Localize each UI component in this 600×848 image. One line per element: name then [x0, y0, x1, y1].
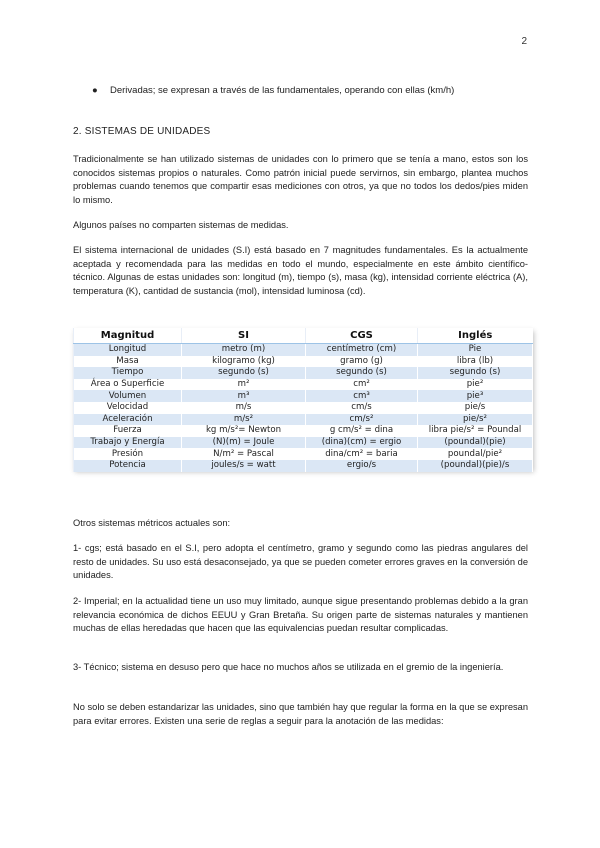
table-header-row — [74, 328, 533, 344]
table-row — [74, 460, 533, 472]
table-cell: libra (lb) — [418, 356, 533, 368]
table-cell: kilogramo (kg) — [182, 356, 306, 368]
table-cell: Potencia — [74, 460, 182, 472]
table-cell: (N)(m) = Joule — [182, 437, 306, 449]
bullet-symbol: ● — [92, 85, 98, 96]
table-cell: metro (m) — [182, 344, 306, 356]
table-cell: cm² — [306, 379, 418, 391]
table-cell: m/s — [182, 402, 306, 414]
paragraph-technical: 3- Técnico; sistema en desuso pero que hace no muchos años se utilizada en el gremio de la ingeniería. — [73, 662, 504, 672]
table-cell: (poundal)(pie) — [418, 437, 533, 449]
paragraph-countries: Algunos países no comparten sistemas de medidas. — [73, 220, 289, 230]
table-cell: N/m² = Pascal — [182, 448, 306, 460]
table-cell: (dina)(cm) = ergio — [306, 437, 418, 449]
table-cell: Velocidad — [74, 402, 182, 414]
table-cell: pie³ — [418, 390, 533, 402]
table-cell: pie/s — [418, 402, 533, 414]
table-row — [74, 379, 533, 391]
table-row — [74, 448, 533, 460]
table-cell: cm³ — [306, 390, 418, 402]
table-cell: joules/s = watt — [182, 460, 306, 472]
table-cell: segundo (s) — [418, 367, 533, 379]
units-table-container — [73, 328, 532, 469]
table-cell: gramo (g) — [306, 356, 418, 368]
table-cell: (poundal)(pie)/s — [418, 460, 533, 472]
table-cell: Trabajo y Energía — [74, 437, 182, 449]
units-table — [73, 328, 533, 472]
table-cell: Masa — [74, 356, 182, 368]
paragraph-rules: No solo se deben estandarizar las unidades, sino que también hay que regular la forma en la que se expresan para evitar errores. Existen una serie de reglas a seguir para la anotación de las medidas: — [73, 702, 528, 726]
table-cell: m/s² — [182, 414, 306, 426]
table-row — [74, 356, 533, 368]
paragraph-imperial: 2- Imperial; en la actualidad tiene un uso muy limitado, aunque sigue presentando problemas debido a la gran relevancia económica de dichos EEUU y Gran Bretaña. Su origen parte de sistemas naturales y mantienen muchas de ellas heredadas que hacen que las equivalencias puedan resultar complicadas. — [73, 596, 528, 634]
table-cell: segundo (s) — [182, 367, 306, 379]
header-si: SI — [182, 328, 306, 344]
header-magnitud: Magnitud — [74, 328, 182, 344]
table-cell: dina/cm² = baria — [306, 448, 418, 460]
table-row — [74, 402, 533, 414]
table-cell: libra pie/s² = Poundal — [418, 425, 533, 437]
table-cell: Tiempo — [74, 367, 182, 379]
table-row — [74, 425, 533, 437]
table-cell: kg m/s²= Newton — [182, 425, 306, 437]
table-cell: ergio/s — [306, 460, 418, 472]
table-cell: Presión — [74, 448, 182, 460]
paragraph-cgs: 1- cgs; está basado en el S.I, pero adopta el centímetro, gramo y segundo como las piedras angulares del resto de unidades. Su uso está desaconsejado, ya que se pueden cometer errores graves en la conversión de unidades. — [73, 543, 528, 581]
table-cell: m² — [182, 379, 306, 391]
paragraph-si-system: El sistema internacional de unidades (S.I) está basado en 7 magnitudes fundamentales. Es la actualmente aceptada y recomendada para las medidas en todo el mundo, especialmente en este ámbito científico-técnico. Algunas de estas unidades son: longitud (m), tiempo (s), masa (kg), intensidad corriente eléctrica (A), temperatura (K), cantidad de sustancia (mol), intensidad luminosa (cd). — [73, 245, 528, 296]
header-ingles: Inglés — [418, 328, 533, 344]
table-cell: poundal/pie² — [418, 448, 533, 460]
table-cell: pie² — [418, 379, 533, 391]
table-row — [74, 367, 533, 379]
table-cell: cm/s² — [306, 414, 418, 426]
table-cell: cm/s — [306, 402, 418, 414]
table-cell: Volumen — [74, 390, 182, 402]
table-cell: g cm/s² = dina — [306, 425, 418, 437]
table-cell: pie/s² — [418, 414, 533, 426]
paragraph-traditional-systems: Tradicionalmente se han utilizado sistemas de unidades con lo primero que se tenía a mano, estos son los conocidos sistemas propios o naturales. Como patrón inicial puede servirnos, sin embargo, plantea muchos problemas cuando tenemos que compartir esas mediciones con otros, ya que no todos los dedos/pies miden lo mismo. — [73, 154, 528, 205]
table-body — [74, 344, 533, 472]
table-cell: centímetro (cm) — [306, 344, 418, 356]
table-cell: Pie — [418, 344, 533, 356]
header-cgs: CGS — [306, 328, 418, 344]
table-cell: Longitud — [74, 344, 182, 356]
table-row — [74, 390, 533, 402]
section-heading: 2. SISTEMAS DE UNIDADES — [73, 126, 211, 137]
table-row — [74, 344, 533, 356]
bullet-text: Derivadas; se expresan a través de las fundamentales, operando con ellas (km/h) — [110, 85, 455, 96]
bullet-item — [92, 85, 454, 96]
table-cell: Área o Superficie — [74, 379, 182, 391]
table-cell: Aceleración — [74, 414, 182, 426]
page-number: 2 — [521, 36, 527, 47]
table-row — [74, 437, 533, 449]
table-row — [74, 414, 533, 426]
paragraph-other-systems: Otros sistemas métricos actuales son: — [73, 518, 231, 528]
table-cell: Fuerza — [74, 425, 182, 437]
table-cell: segundo (s) — [306, 367, 418, 379]
table-cell: m³ — [182, 390, 306, 402]
